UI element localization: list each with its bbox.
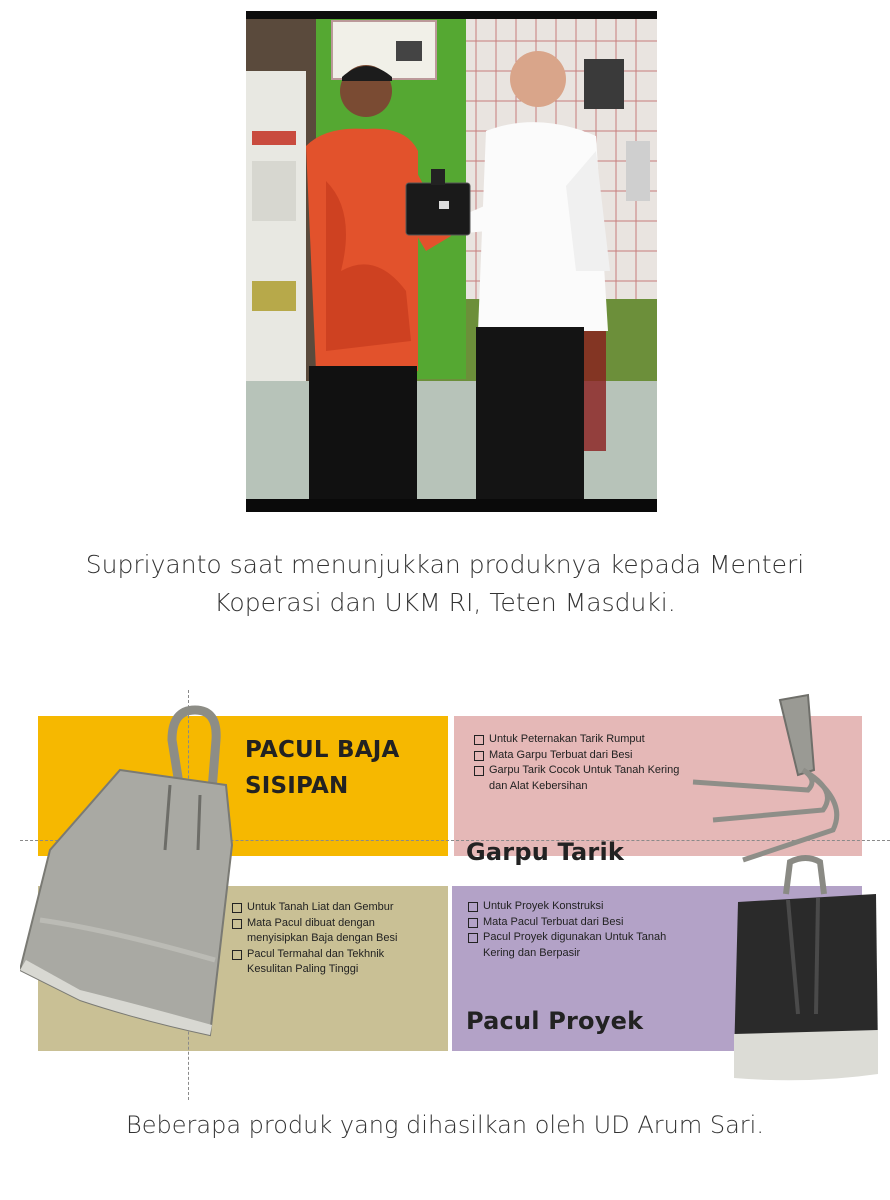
list-item: Garpu Tarik Cocok Untuk Tanah Kering dan Alat Kebersihan [474,763,694,794]
garpu-tarik-features [474,732,694,794]
garpu-tarik-title: Garpu Tarik [466,838,625,866]
list-item: Untuk Peternakan Tarik Rumput [474,732,694,748]
panel-caption: Beberapa produk yang dihasilkan oleh UD Arum Sari. [126,1111,764,1139]
photo-product-handover [246,11,657,512]
list-item: Pacul Termahal dan Tekhnik Kesulitan Paling Tinggi [232,947,432,978]
list-item: Untuk Proyek Konstruksi [468,899,678,915]
list-item: Mata Pacul Terbuat dari Besi [468,915,678,931]
garpu-tarik-image [688,690,868,870]
list-item: Mata Pacul dibuat dengan menyisipkan Baja dengan Besi [232,916,432,947]
pacul-baja-sisipan-features [232,900,432,978]
pacul-baja-sisipan-image [20,700,240,1040]
list-item: Mata Garpu Terbuat dari Besi [474,748,694,764]
photo-caption-line-2: Koperasi dan UKM RI, Teten Masduki. [214,588,676,617]
list-item: Untuk Tanah Liat dan Gembur [232,900,432,916]
pacul-proyek-image [728,854,880,1084]
pacul-baja-title-line-2: SISIPAN [245,773,349,799]
pacul-baja-title-line-1: PACUL BAJA [245,737,400,763]
photo-illustration [246,11,657,512]
product-panel [0,690,890,1100]
pacul-proyek-features [468,899,678,961]
pacul-baja-sisipan-title [245,732,445,804]
list-item: Pacul Proyek digunakan Untuk Tanah Kering dan Berpasir [468,930,678,961]
photo-caption-line-1: Supriyanto saat menunjukkan produknya kepada Menteri [85,550,805,579]
photo-caption [0,546,890,622]
pacul-proyek-title: Pacul Proyek [466,1007,644,1035]
